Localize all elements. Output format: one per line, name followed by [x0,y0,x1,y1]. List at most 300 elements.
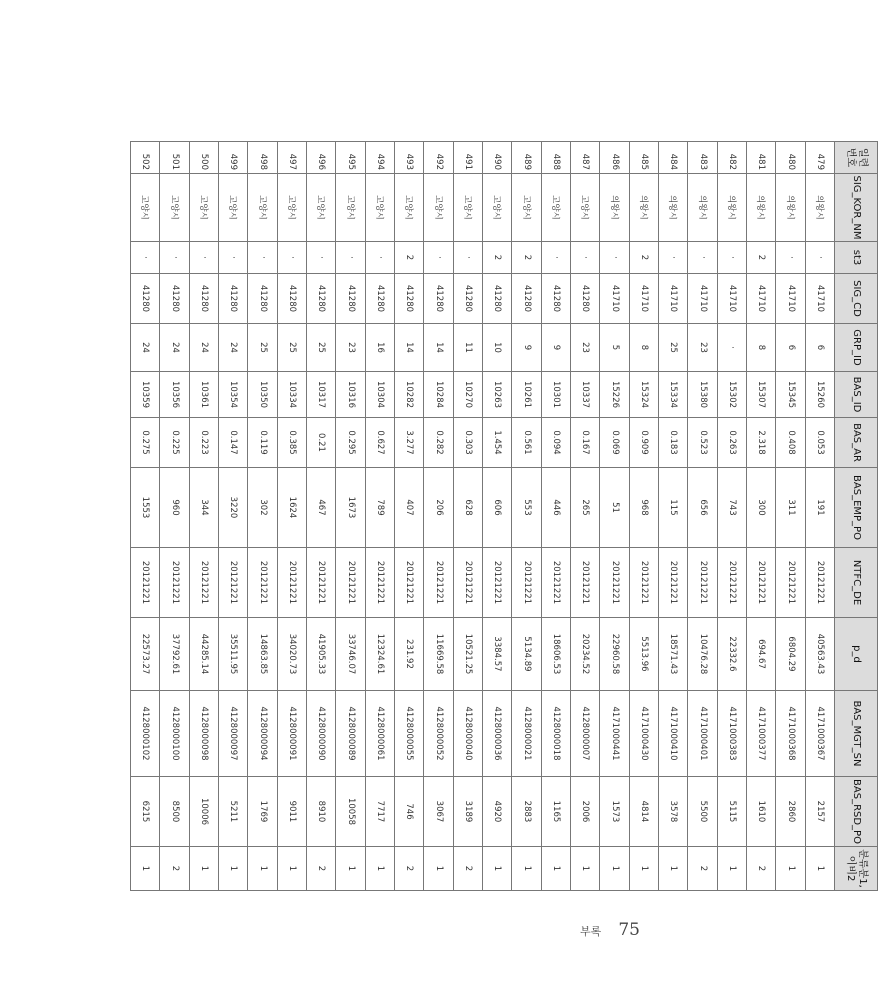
table-cell: 22332.6 [717,618,746,691]
table-cell: 496 [307,142,336,174]
table-cell: 1 [248,847,277,891]
table-cell: 16 [365,324,394,372]
table-cell: 20121221 [541,548,570,618]
table-cell: 3.277 [395,418,424,468]
table-header-row [835,142,878,891]
table-cell: 14863.85 [248,618,277,691]
table-cell: 481 [747,142,776,174]
table-cell: 41710 [776,274,805,324]
table-cell: 24 [160,324,189,372]
table-cell: · [571,242,600,274]
table-cell: 14 [424,324,453,372]
table-cell: 2 [747,847,776,891]
column-header: BAS_AR [835,418,878,468]
table-cell: 10 [483,324,512,372]
table-cell: 0.263 [717,418,746,468]
table-cell: 5 [600,324,629,372]
table-cell: · [307,242,336,274]
table-cell: · [659,242,688,274]
table-cell: 2 [483,242,512,274]
table-cell: 20121221 [365,548,394,618]
table-cell: 4171000367 [805,691,834,777]
table-cell: 0.119 [248,418,277,468]
table-row [747,142,776,891]
table-cell: 115 [659,468,688,548]
table-cell: · [453,242,482,274]
table-cell: 492 [424,142,453,174]
table-cell: 486 [600,142,629,174]
table-cell: 20121221 [571,548,600,618]
table-cell: 41905.33 [307,618,336,691]
table-cell: 41280 [277,274,306,324]
table-cell: 10356 [160,372,189,418]
table-row [453,142,482,891]
data-table-container [130,141,878,888]
table-cell: 10263 [483,372,512,418]
table-cell: 24 [189,324,218,372]
table-cell: 1 [365,847,394,891]
table-cell: 743 [717,468,746,548]
table-cell: 0.523 [688,418,717,468]
table-cell: 41710 [747,274,776,324]
table-cell: 344 [189,468,218,548]
table-cell: 1 [483,847,512,891]
table-cell: 고양시 [307,174,336,242]
table-cell: 482 [717,142,746,174]
table-cell: 606 [483,468,512,548]
table-cell: 8500 [160,777,189,847]
table-cell: 41280 [307,274,336,324]
table-cell: 628 [453,468,482,548]
table-cell: 3067 [424,777,453,847]
table-cell: 24 [219,324,248,372]
column-header: SIG_CD [835,274,878,324]
table-cell: 446 [541,468,570,548]
table-cell: 491 [453,142,482,174]
table-cell: 23 [571,324,600,372]
table-cell: 10334 [277,372,306,418]
table-cell: 746 [395,777,424,847]
table-cell: 20121221 [277,548,306,618]
table-cell: 23 [688,324,717,372]
table-cell: 22960.58 [600,618,629,691]
table-cell: 2 [629,242,658,274]
table-cell: 4171000401 [688,691,717,777]
table-cell: 1.454 [483,418,512,468]
table-cell: 15380 [688,372,717,418]
table-cell: 191 [805,468,834,548]
table-cell: 5134.89 [512,618,541,691]
table-cell: 24 [131,324,160,372]
table-cell: 8 [629,324,658,372]
table-body [131,142,835,891]
column-header: BAS_RSD_PO [835,777,878,847]
table-cell: 8 [747,324,776,372]
table-row [483,142,512,891]
table-cell: · [219,242,248,274]
table-cell: 789 [365,468,394,548]
table-cell: 고양시 [395,174,424,242]
table-cell: 의왕시 [747,174,776,242]
table-cell: 10301 [541,372,570,418]
table-cell: 2860 [776,777,805,847]
table-row [512,142,541,891]
table-cell: 4128000098 [189,691,218,777]
table-cell: 41710 [805,274,834,324]
table-cell: 1 [541,847,570,891]
table-row [248,142,277,891]
table-cell: 2 [453,847,482,891]
table-cell: 41280 [541,274,570,324]
page-number: 75 [618,920,640,940]
table-cell: 10350 [248,372,277,418]
table-cell: 553 [512,468,541,548]
table-cell: 0.627 [365,418,394,468]
table-cell: 41710 [600,274,629,324]
table-cell: 15260 [805,372,834,418]
table-cell: 10284 [424,372,453,418]
table-cell: 0.225 [160,418,189,468]
table-cell: 4171000441 [600,691,629,777]
table-cell: 2006 [571,777,600,847]
table-cell: 1 [277,847,306,891]
table-cell: 5500 [688,777,717,847]
table-cell: 1 [805,847,834,891]
table-cell: 0.282 [424,418,453,468]
table-cell: 2 [747,242,776,274]
table-row [307,142,336,891]
table-cell: 51 [600,468,629,548]
table-cell: 20121221 [219,548,248,618]
table-cell: 15345 [776,372,805,418]
table-cell: 10361 [189,372,218,418]
table-cell: 의왕시 [659,174,688,242]
table-cell: 0.295 [336,418,365,468]
table-cell: 2 [395,242,424,274]
table-cell: 0.21 [307,418,336,468]
table-cell: 41280 [248,274,277,324]
page-footer [580,920,640,940]
table-cell: · [189,242,218,274]
table-cell: 고양시 [336,174,365,242]
column-header: BAS_EMP_PO [835,468,878,548]
table-cell: 20121221 [453,548,482,618]
table-cell: 20234.52 [571,618,600,691]
table-cell: 1 [629,847,658,891]
column-header: NTFC_DE [835,548,878,618]
table-cell: 20121221 [307,548,336,618]
table-cell: 1573 [600,777,629,847]
column-header: SIG_KOR_NM [835,174,878,242]
table-cell: 4128000021 [512,691,541,777]
table-cell: 41710 [688,274,717,324]
table-cell: 4128000102 [131,691,160,777]
table-cell: 10316 [336,372,365,418]
table-cell: 10359 [131,372,160,418]
table-cell: 41280 [189,274,218,324]
table-cell: 6 [776,324,805,372]
table-cell: 20121221 [424,548,453,618]
table-cell: 4128000052 [424,691,453,777]
table-cell: 302 [248,468,277,548]
table-cell: 의왕시 [688,174,717,242]
table-cell: 1 [717,847,746,891]
table-cell: 20121221 [688,548,717,618]
table-cell: 0.147 [219,418,248,468]
table-cell: 15324 [629,372,658,418]
table-cell: 2883 [512,777,541,847]
table-row [336,142,365,891]
table-row [219,142,248,891]
table-row [571,142,600,891]
table-cell: 20121221 [483,548,512,618]
table-cell: 4128000090 [307,691,336,777]
table-cell: 고양시 [219,174,248,242]
table-cell: 10304 [365,372,394,418]
table-cell: 15226 [600,372,629,418]
table-cell: 4128000036 [483,691,512,777]
table-cell: 497 [277,142,306,174]
table-cell: 493 [395,142,424,174]
table-cell: 4920 [483,777,512,847]
table-cell: 41710 [629,274,658,324]
table-cell: 20121221 [336,548,365,618]
table-cell: 0.094 [541,418,570,468]
table-cell: 12324.61 [365,618,394,691]
table-cell: 1 [659,847,688,891]
table-cell: 4814 [629,777,658,847]
table-cell: · [717,324,746,372]
table-cell: 25 [307,324,336,372]
table-cell: 0.385 [277,418,306,468]
data-table [130,141,878,891]
table-cell: 490 [483,142,512,174]
table-cell: · [600,242,629,274]
table-cell: 10282 [395,372,424,418]
column-header: BAS_MGT_SN [835,691,878,777]
table-cell: 18606.53 [541,618,570,691]
table-cell: 20121221 [131,548,160,618]
table-cell: 23 [336,324,365,372]
table-cell: 487 [571,142,600,174]
table-cell: 495 [336,142,365,174]
table-row [600,142,629,891]
table-cell: 41280 [483,274,512,324]
table-cell: 968 [629,468,658,548]
table-cell: 10317 [307,372,336,418]
table-cell: 0.909 [629,418,658,468]
table-cell: 4128000061 [365,691,394,777]
table-cell: · [541,242,570,274]
table-cell: 4171000377 [747,691,776,777]
table-cell: 37792.61 [160,618,189,691]
column-header: 일련 번호 [835,142,878,174]
table-cell: 4128000007 [571,691,600,777]
table-cell: 1 [512,847,541,891]
table-cell: 20121221 [747,548,776,618]
table-cell: 485 [629,142,658,174]
table-cell: 15307 [747,372,776,418]
table-cell: 41280 [512,274,541,324]
table-cell: 467 [307,468,336,548]
table-cell: 20121221 [512,548,541,618]
table-cell: 9 [512,324,541,372]
table-cell: 501 [160,142,189,174]
table-cell: 9011 [277,777,306,847]
table-cell: 14 [395,324,424,372]
table-cell: 25 [248,324,277,372]
table-row [424,142,453,891]
table-cell: 8910 [307,777,336,847]
table-cell: 0.408 [776,418,805,468]
table-cell: 1610 [747,777,776,847]
table-cell: 9 [541,324,570,372]
table-cell: 20121221 [395,548,424,618]
table-cell: 4128000094 [248,691,277,777]
table-cell: 4171000383 [717,691,746,777]
table-cell: 2 [160,847,189,891]
table-cell: 407 [395,468,424,548]
table-cell: 694.67 [747,618,776,691]
table-row [717,142,746,891]
table-cell: 고양시 [277,174,306,242]
table-cell: 41280 [160,274,189,324]
table-cell: 0.303 [453,418,482,468]
table-cell: 500 [189,142,218,174]
table-row [160,142,189,891]
table-cell: 2157 [805,777,834,847]
table-cell: 20121221 [629,548,658,618]
table-cell: 고양시 [483,174,512,242]
table-cell: 5211 [219,777,248,847]
table-cell: 10270 [453,372,482,418]
table-cell: 1 [131,847,160,891]
table-cell: 4128000091 [277,691,306,777]
table-cell: 고양시 [512,174,541,242]
table-cell: 300 [747,468,776,548]
table-cell: 265 [571,468,600,548]
footer-label: 부록 [580,925,602,938]
table-cell: 656 [688,468,717,548]
table-cell: 11 [453,324,482,372]
table-row [277,142,306,891]
table-cell: 484 [659,142,688,174]
table-cell: 25 [277,324,306,372]
table-cell: 1673 [336,468,365,548]
table-cell: 0.167 [571,418,600,468]
table-cell: 1 [336,847,365,891]
table-row [365,142,394,891]
table-cell: 의왕시 [629,174,658,242]
table-cell: 34020.73 [277,618,306,691]
table-cell: 3220 [219,468,248,548]
table-cell: 1 [424,847,453,891]
table-cell: 41280 [365,274,394,324]
table-cell: 2 [512,242,541,274]
table-cell: 0.561 [512,418,541,468]
table-cell: 18571.43 [659,618,688,691]
column-header: p_d [835,618,878,691]
table-row [805,142,834,891]
table-cell: 1 [189,847,218,891]
table-cell: 1769 [248,777,277,847]
table-cell: 2.318 [747,418,776,468]
table-cell: 의왕시 [600,174,629,242]
table-cell: 41280 [336,274,365,324]
table-cell: 20121221 [659,548,688,618]
table-cell: 7717 [365,777,394,847]
table-cell: 44285.14 [189,618,218,691]
table-cell: 0.069 [600,418,629,468]
table-cell: 41280 [424,274,453,324]
table-cell: 20121221 [160,548,189,618]
table-cell: 20121221 [805,548,834,618]
table-cell: 5115 [717,777,746,847]
table-cell: 6804.29 [776,618,805,691]
table-cell: 4128000089 [336,691,365,777]
table-row [629,142,658,891]
table-cell: · [248,242,277,274]
column-header: st3 [835,242,878,274]
table-cell: 10354 [219,372,248,418]
table-cell: 20121221 [248,548,277,618]
table-cell: · [365,242,394,274]
table-cell: 479 [805,142,834,174]
table-row [395,142,424,891]
table-cell: 4128000100 [160,691,189,777]
table-cell: · [717,242,746,274]
table-cell: 고양시 [541,174,570,242]
table-row [131,142,160,891]
table-row [776,142,805,891]
table-cell: 1 [600,847,629,891]
table-cell: 41710 [717,274,746,324]
column-header: BAS_ID [835,372,878,418]
table-cell: 40563.43 [805,618,834,691]
table-row [688,142,717,891]
table-cell: 1624 [277,468,306,548]
table-cell: 10337 [571,372,600,418]
table-cell: 15334 [659,372,688,418]
table-cell: 고양시 [365,174,394,242]
table-cell: 의왕시 [717,174,746,242]
table-cell: 0.053 [805,418,834,468]
table-cell: 41280 [571,274,600,324]
table-cell: 3578 [659,777,688,847]
table-cell: 10058 [336,777,365,847]
table-cell: · [277,242,306,274]
table-cell: 11669.58 [424,618,453,691]
table-cell: · [805,242,834,274]
table-cell: 0.223 [189,418,218,468]
table-cell: 0.275 [131,418,160,468]
table-cell: 1 [571,847,600,891]
table-cell: 고양시 [189,174,218,242]
table-cell: · [424,242,453,274]
table-cell: 231.92 [395,618,424,691]
table-cell: 1 [776,847,805,891]
table-cell: 1553 [131,468,160,548]
table-cell: 5513.96 [629,618,658,691]
table-cell: 498 [248,142,277,174]
table-row [189,142,218,891]
table-cell: 41710 [659,274,688,324]
table-cell: 1165 [541,777,570,847]
table-cell: 15302 [717,372,746,418]
table-cell: 3384.57 [483,618,512,691]
table-cell: 의왕시 [776,174,805,242]
table-cell: 고양시 [131,174,160,242]
